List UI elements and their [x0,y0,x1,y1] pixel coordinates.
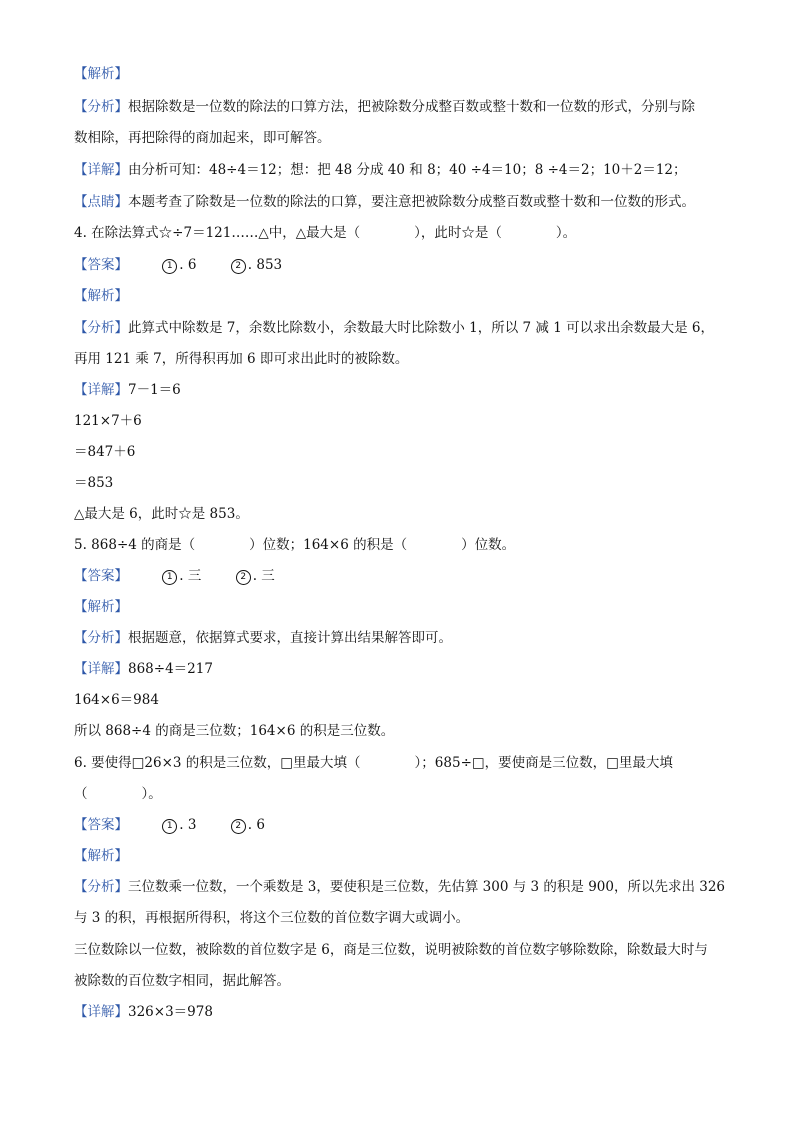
answer-item: 1 . 三 [162,566,201,586]
jiexi-label: 【解析】 [74,66,128,82]
daan-label: 【答案】 [74,257,128,273]
answer-item: 1 . 6 [162,255,196,275]
detail-line [74,380,734,400]
circled-number: 1 [162,259,177,274]
jiexi-label: 【解析】 [74,599,128,615]
xiangjie-label: 【详解】 [74,1004,128,1020]
text: △最大是 6，此时☆是 853。 [74,506,249,522]
question-text: 6. 要使得□26×3 的积是三位数，□里最大填（ ）；685÷□，要使商是三位数，□里最大填 [74,755,673,771]
text: 164×6＝984 [74,692,159,708]
section-label-line [74,286,734,306]
question-6-continued [74,784,734,804]
answer-item: 1 . 3 [162,815,196,835]
text: 326×3＝978 [128,1004,213,1020]
answer-value: 三 [187,568,202,584]
text-line [74,411,734,431]
answer-value: 6 [256,817,265,833]
text-line [74,504,734,524]
xiangjie-label: 【详解】 [74,382,128,398]
detail-line [74,659,734,679]
section-label-line [74,64,734,84]
analysis-line [74,318,734,338]
fenxi-label: 【分析】 [74,879,128,895]
question-text: 5. 868÷4 的商是（ ）位数；164×6 的积是（ ）位数。 [74,537,516,553]
analysis-line [74,628,734,648]
text: 121×7＋6 [74,413,142,429]
text-line [74,971,734,991]
text: 7－1＝6 [128,382,181,398]
fenxi-label: 【分析】 [74,320,128,336]
xiangjie-label: 【详解】 [74,661,128,677]
answer-line [74,566,734,586]
text: 根据题意，依据算式要求，直接计算出结果解答即可。 [128,630,452,646]
text-line [74,940,734,960]
analysis-line [74,97,734,117]
text-line [74,690,734,710]
detail-line [74,1002,734,1022]
section-label-line [74,846,734,866]
text: ＝847＋6 [74,444,136,460]
comment-line [74,192,734,212]
text: 三位数乘一位数，一个乘数是 3，要使积是三位数，先估算 300 与 3 的积是 900，所以先求出 326 [128,879,726,895]
section-label-line [74,597,734,617]
circled-number: 2 [231,259,246,274]
text-line [74,349,734,369]
text: ＝853 [74,475,114,491]
text: 三位数除以一位数，被除数的首位数字是 6，商是三位数，说明被除数的首位数字够除数除，除数最大时与 [74,942,708,958]
text: 再用 121 乘 7，所得积再加 6 即可求出此时的被除数。 [74,351,409,367]
text: 此算式中除数是 7，余数比除数小，余数最大时比除数小 1，所以 7 减 1 可以求出余数最大是 6， [128,320,714,336]
text-line [74,442,734,462]
xiangjie-label: 【详解】 [74,162,128,178]
circled-number: 1 [162,819,177,834]
question-text: 4. 在除法算式☆÷7＝121……△中，△最大是（ ），此时☆是（ ）。 [74,225,577,241]
question-4 [74,223,734,243]
answer-value: 853 [256,257,283,273]
answer-item: 2 . 三 [236,566,275,586]
text: 由分析可知：48÷4＝12；想：把 48 分成 40 和 8；40 ÷4＝10；8 ÷4＝2；10＋2＝12； [128,162,687,178]
question-text: （ ）。 [74,786,162,802]
answer-line [74,255,734,275]
question-6 [74,753,734,773]
daan-label: 【答案】 [74,568,128,584]
fenxi-label: 【分析】 [74,99,128,115]
text-line [74,128,734,148]
answer-value: 3 [187,817,197,833]
circled-number: 2 [236,570,251,585]
daan-label: 【答案】 [74,817,128,833]
text: 数相除，再把除得的商加起来，即可解答。 [74,130,331,146]
text-line [74,721,734,741]
text: 本题考查了除数是一位数的除法的口算，要注意把被除数分成整百数或整十数和一位数的形式。 [128,194,695,210]
fenxi-label: 【分析】 [74,630,128,646]
text: 所以 868÷4 的商是三位数；164×6 的积是三位数。 [74,723,395,739]
circled-number: 1 [162,570,177,585]
text: 与 3 的积，再根据所得积，将这个三位数的首位数字调大或调小。 [74,910,470,926]
detail-line [74,160,734,180]
text: 被除数的百位数字相同，据此解答。 [74,973,290,989]
answer-item: 2 . 6 [231,815,265,835]
circled-number: 2 [231,819,246,834]
jiexi-label: 【解析】 [74,288,128,304]
answer-item: 2 . 853 [231,255,282,275]
answer-value: 6 [187,257,197,273]
text: 868÷4＝217 [128,661,213,677]
dianjing-label: 【点睛】 [74,194,128,210]
analysis-line [74,877,734,897]
text: 根据除数是一位数的除法的口算方法，把被除数分成整百数或整十数和一位数的形式，分别与除 [128,99,695,115]
answer-value: 三 [261,568,275,584]
text-line [74,473,734,493]
jiexi-label: 【解析】 [74,848,128,864]
question-5 [74,535,734,555]
answer-line [74,815,734,835]
text-line [74,908,734,928]
